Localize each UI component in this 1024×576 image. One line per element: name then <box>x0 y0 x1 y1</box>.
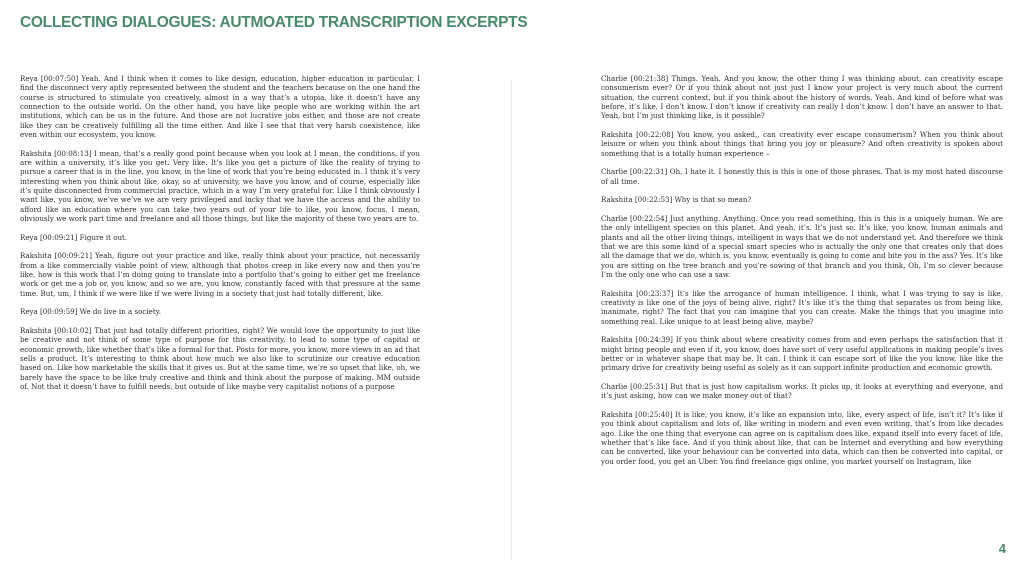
transcript-paragraph: Rakshita [00:08:13] I mean, that’s a really good point because when you look at I mean, the conditions, if you are within a university, it’s like you get. Very like. It’s like you get a picture of like the reality of trying to pursue a career that is in the line, you know, in the line of work that you’re being educated in. I think it’s very interesting when you think about like, okay, so at university, we have you know, and of course, especially like it’s quite disconnected from commercial practice, which in a way I’m very grateful for. Like I think obviously I want like, you know, we’ve we’ve we are very privileged and lucky that we have the access and the ability to afford like an education where you can take two years out of your life to like, you know, focus. I mean, obviously we work part time and freelance and all those things, but like the majority of these two years are to. <box>20 148 420 224</box>
transcript-paragraph: Rakshita [00:23:37] It’s like the arrogance of human intelligence. I think, what I was trying to say is like, creativity is like one of the joys of being alive, right? It’s like it’s the thing that separates us from being like, inanimate, right? The fact that you can imagine that you can create. Make the things that you imagine into something real. Like unique to at least being alive, maybe? <box>601 288 1003 326</box>
transcript-paragraph: Rakshita [00:10:02] That just had totally different priorities, right? We would love the opportunity to just like be creative and not think of some type of purpose for this creativity, to lead to some type of capital or economic growth, like whether that’s like a formal for that. Posts for more, you know, more views in an ad that sells a product. It’s interesting to think about how much we also like to scrutinize our creative education based on. Like how marketable the skills that it gives us. But at the same time, we’re so upset that like, oh, we barely have the space to be like truly creative and think and think about the purpose of making. MM outside of. Not that it doesn’t have to fulfill needs, but outside of like maybe very capitalist notions of a purpose <box>20 326 420 392</box>
page-number: 4 <box>998 541 1006 556</box>
transcript-paragraph: Reya [00:09:21] Figure it out. <box>20 232 128 242</box>
transcript-paragraph: Rakshita [00:09:21] Yeah, figure out your practice and like, really think about your practice, not necessarily from a like commercially viable point of view, although that photos creep in like every now and then you’re like, how is this work that I’m doing going to translate into a portfolio that’s going to either get me freelance work or get me a job or, you know, and so we are, you know, constantly faced with that pressure at the same time. But, um, I think if we were like if we were living in a society that just had totally different, like. <box>20 251 420 298</box>
transcript-paragraph: Rakshita [00:22:08] You know, you asked,, can creativity ever escape consumerism? When you think about leisure or when you think about things that bring you joy or pleasure? And often creativity is spoken about something that is a totally human experience – <box>601 130 1003 158</box>
transcript-paragraph: Charlie [00:22:31] Oh, I hate it. I honestly this is this is one of those phrases. That is my most hated discourse of all time. <box>601 167 1003 186</box>
transcript-column-right <box>601 74 1003 475</box>
transcript-paragraph: Rakshita [00:24:39] If you think about where creativity comes from and even perhaps the satisfaction that it might bring people and even if it, you know, does have sort of very useful applications in making people’s lives better or in whatever shape that may be. It can. I think it can escape sort of like the you know, like like the primary drive for creativity being useful as solely as it can support infinite production and economic growth. <box>601 335 1003 373</box>
transcript-paragraph: Charlie [00:21:38] Things. Yeah. And you know, the other thing I was thinking about, can creativity escape consumerism ever? Or if you think about not just just I know your project is very much about the current situation, the current context, but if you think about the history of words. Yeah. And kind of before what was before, it’s like, I don’t know. I don’t know if creativity can really I don’t know. I don’t have an answer to that. Yeah, but I’m just thinking like, is it possible? <box>601 74 1003 121</box>
transcript-paragraph: Rakshita [00:25:40] It is like, you know, it’s like an expansion into, like, every aspect of life, isn’t it? It’s like if you think about capitalism and lots of, like writing in modern and even even writing, that’s from like decades ago. Like the one thing that everyone can agree on is capitalism does like, expand itself into every facet of life, whether that’s like face. And if you think about like, that can be Internet and everything and how everything can be converted, like your behaviour can be converted into data, which can then be converted into capital, or you order food, you get an Uber. You find freelance gigs online, you market yourself on Instagram, like <box>601 410 1003 466</box>
transcript-paragraph: Charlie [00:22:54] Just anything. Anything. Once you read something, this is this is a uniquely human. We are the only intelligent species on this planet. And yeah, it’s. It’s just so. It’s like, you know, human animals and plants and all the other living things, intelligent in ways that we do not understand yet. And therefore we think that we are this some kind of a special smart species who is actually the only one that creates only that does all the damage that we do, which is, you know, eventually is going to come and bite you in the ass? Yes. It’s like you are sitting on the tree branch and you’re sowing of that branch and you think, Oh, I’m so clever because I’m the only one who can use a saw. <box>601 213 1003 280</box>
column-divider <box>511 80 512 560</box>
transcript-paragraph: Rakshita [00:22:53] Why is that so mean? <box>601 195 752 205</box>
transcript-paragraph: Reya [00:07:50] Yeah. And I think when it comes to like design, education, higher education in particular, I find the disconnect very aptly represented between the student and the teachers because on the one hand the course is structured to stimulate you creatively, almost in a way that’s a utopia, like it doesn’t have any connection to the outside world. On the other hand, you have like people who are working within the art institutions, which can be us in the future. And those are not lucrative jobs either, and those are not create like they can be creatively fulfilling all the time either. And like I see that that very harsh coexistence, like even within our ecosystem, you know. <box>20 74 420 140</box>
transcript-paragraph: Charlie [00:25:31] But that is just how capitalism works. It picks up, it looks at everything and everyone, and it’s just asking, how can we make money out of that? <box>601 382 1003 401</box>
transcript-column-left <box>20 74 420 401</box>
transcript-paragraph: Reya [00:09:59] We do live in a society. <box>20 307 162 317</box>
page-title: COLLECTING DIALOGUES: AUTMOATED TRANSCRIPTION EXCERPTS <box>20 14 528 31</box>
